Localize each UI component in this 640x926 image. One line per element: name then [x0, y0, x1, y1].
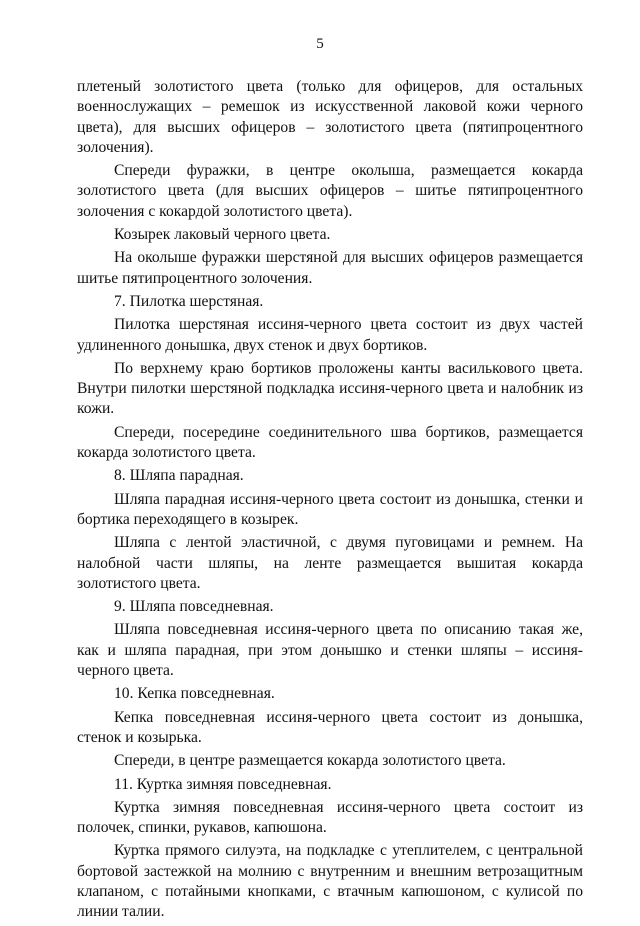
paragraph: Спереди, в центре размещается кокарда золотистого цвета.	[114, 752, 506, 770]
paragraph: плетеный золотистого цвета (только для офицеров, для остальных военнослужащих – ремешок из искусственной лаковой кожи черного цвета), для высших офицеров – золотистого цвета (пятипроцентного золочения).	[77, 78, 583, 156]
paragraph: Пилотка шерстяная иссиня-черного цвета состоит из двух частей удлиненного донышка, двух стенок и двух бортиков.	[77, 316, 583, 354]
paragraph: Куртка прямого силуэта, на подкладке с утеплителем, с центральной бортовой застежкой на молнию с внутренним и внешним ветрозащитным клапаном, с потайными кнопками, с втачным капюшоном, с кулисой по линии талии.	[77, 842, 583, 921]
paragraph: По верхнему краю бортиков проложены канты василькового цвета. Внутри пилотки шерстяной подкладка иссиня-черного цвета и налобник из кожи.	[77, 359, 583, 418]
section-heading: 7. Пилотка шерстяная.	[114, 292, 264, 310]
paragraph: Шляпа парадная иссиня-черного цвета состоит из донышка, стенки и бортика переходящего в козырек.	[77, 490, 583, 528]
document-body	[77, 77, 583, 926]
section-heading: 10. Кепка повседневная.	[114, 685, 275, 703]
paragraph: Спереди, посередине соединительного шва бортиков, размещается кокарда золотистого цвета.	[77, 423, 583, 462]
paragraph: На околыше фуражки шерстяной для высших офицеров размещается шитье пятипроцентного золочения.	[77, 249, 583, 287]
paragraph: Спереди фуражки, в центре околыша, размещается кокарда золотистого цвета (для высших офицеров – шитье пятипроцентного золочения с кокардой золотистого цвета).	[77, 162, 583, 220]
paragraph: Кепка повседневная иссиня-черного цвета состоит из донышка, стенок и козырька.	[77, 708, 583, 746]
section-heading: 8. Шляпа парадная.	[114, 467, 244, 485]
section-heading: 11. Куртка зимняя повседневная.	[114, 775, 332, 793]
page-number: 5	[316, 36, 324, 52]
paragraph: Шляпа с лентой эластичной, с двумя пуговицами и ремнем. На налобной части шляпы, на ленте размещается вышитая кокарда золотистого цвета.	[77, 534, 583, 592]
section-heading: 9. Шляпа повседневная.	[114, 598, 274, 616]
paragraph: Куртка зимняя повседневная иссиня-черного цвета состоит из полочек, спинки, рукавов, капюшона.	[77, 798, 583, 837]
paragraph: Шляпа повседневная иссиня-черного цвета по описанию такая же, как и шляпа парадная, при этом донышко и стенки шляпы – иссиня-черного цвета.	[77, 621, 583, 680]
paragraph: Козырек лаковый черного цвета.	[114, 226, 331, 244]
